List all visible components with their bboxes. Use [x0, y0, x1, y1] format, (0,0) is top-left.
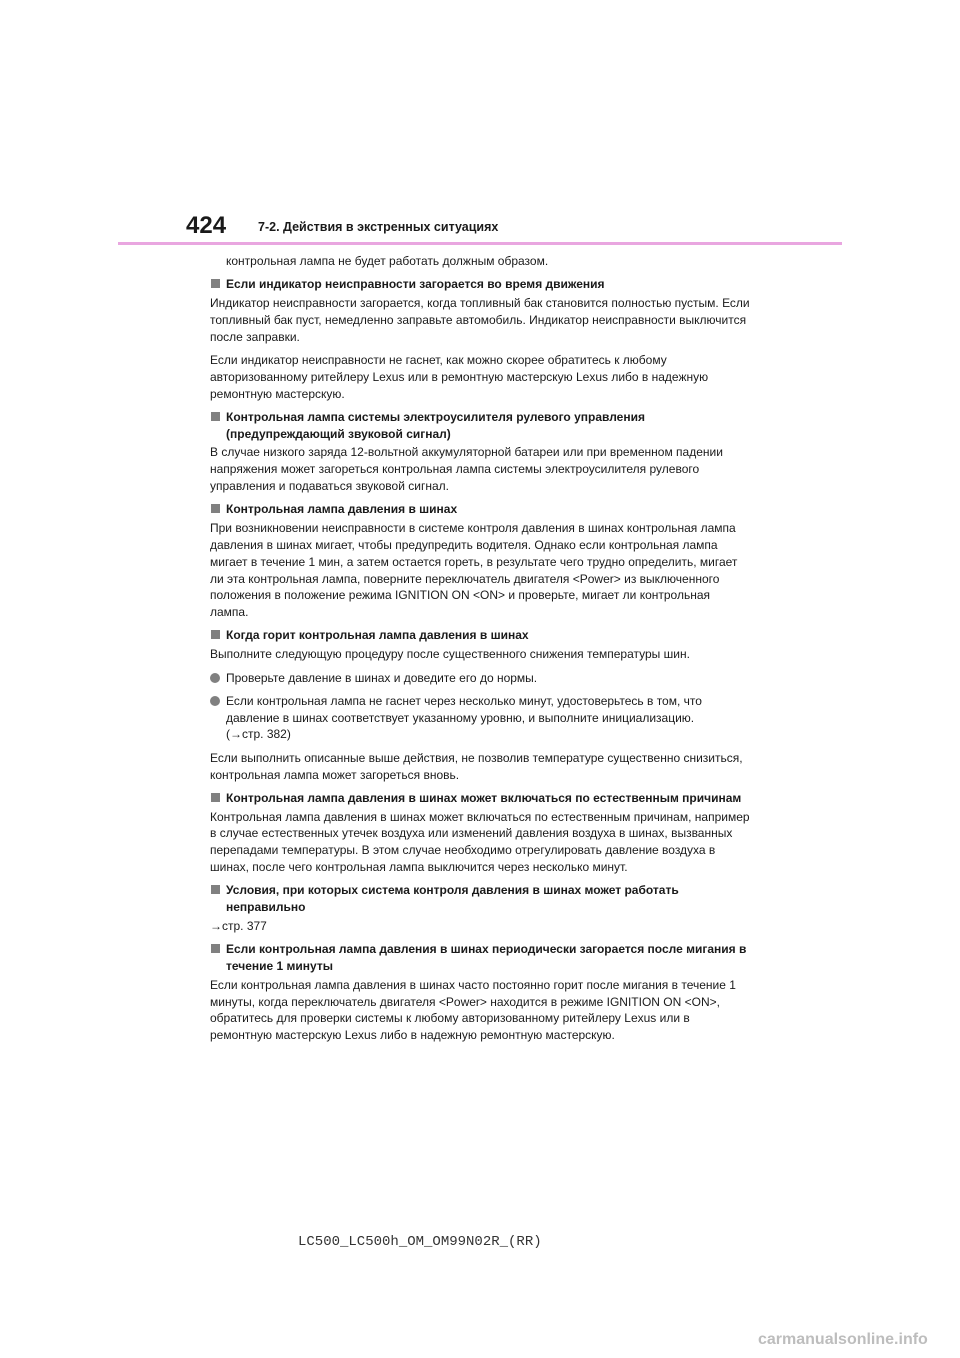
- page-content: [210, 253, 750, 1050]
- intro-paragraph: контрольная лампа не будет работать должным образом.: [226, 254, 549, 268]
- section-heading: [210, 882, 750, 916]
- section-title: 7-2. Действия в экстренных ситуациях: [258, 220, 499, 234]
- section-heading: [210, 409, 750, 443]
- watermark: carmanualsonline.info: [758, 1331, 928, 1348]
- section-heading: [210, 941, 750, 975]
- square-bullet-icon: [211, 793, 220, 802]
- section-heading: [210, 627, 750, 644]
- header-divider: [118, 242, 842, 245]
- paragraph: В случае низкого заряда 12-вольтной аккумуляторной батареи или при временном падении напряжения может загореться контрольная лампа системы электроусилителя рулевого управления и подаваться звуковой сигнал.: [210, 445, 723, 494]
- list-item-text: Проверьте давление в шинах и доведите его до нормы.: [226, 670, 538, 685]
- section-heading-text: Контрольная лампа системы электроусилителя рулевого управления (предупреждающий звуковой сигнал): [226, 409, 645, 441]
- page-reference: (→стр. 382): [226, 727, 291, 742]
- paragraph: При возникновении неисправности в системе контроля давления в шинах контрольная лампа давления в шинах мигает, чтобы предупредить водителя. Однако если контрольная лампа мигает в течение 1 мин, а затем остается гореть, в результате чего трудно определить, мигает ли эта контрольная лампа, поверните переключатель двигателя <Power> из выключенного положения в положение режима IGNITION ON <ON> и проверьте, мигает ли контрольная лампа.: [210, 521, 738, 620]
- paragraph: Контрольная лампа давления в шинах может включаться по естественным причинам, например в случае естественных утечек воздуха или изменений давления воздуха в шинах, вызванных перепадами температуры. В этом случае необходимо отрегулировать давление воздуха в шинах, после чего контрольная лампа выключится через несколько минут.: [210, 809, 750, 874]
- section-heading-text: Условия, при которых система контроля давления в шинах может работать неправильно: [226, 883, 679, 915]
- paragraph: Если контрольная лампа давления в шинах часто постоянно горит после мигания в течение 1 минуты, когда переключатель двигателя <Power> находится в режиме IGNITION ON <ON>, обратитесь для проверки системы к любому авторизованному ритейлеру Lexus или в ремонтную мастерскую Lexus либо в надежную ремонтную мастерскую.: [210, 977, 736, 1043]
- list-item: [210, 693, 750, 743]
- section-heading-text: Если контрольная лампа давления в шинах периодически загорается после мигания в течение 1 минуты: [226, 942, 747, 973]
- paragraph: Если выполнить описанные выше действия, не позволив температуре существенно снизиться, контрольная лампа может загореться вновь.: [210, 750, 743, 782]
- page-reference: →стр. 377: [210, 918, 267, 933]
- section-heading-text: Если индикатор неисправности загорается во время движения: [226, 277, 605, 292]
- square-bullet-icon: [211, 630, 220, 639]
- paragraph: Индикатор неисправности загорается, когда топливный бак становится полностью пустым. Если топливный бак пуст, немедленно заправьте автомобиль. Индикатор неисправности выключится после заправки.: [210, 296, 750, 344]
- square-bullet-icon: [211, 412, 220, 421]
- square-bullet-icon: [211, 504, 220, 513]
- square-bullet-icon: [211, 885, 220, 894]
- list-item: [210, 670, 750, 687]
- section-heading: [210, 790, 750, 807]
- section-heading: [210, 276, 750, 293]
- section-heading: [210, 501, 750, 518]
- section-heading-text: Когда горит контрольная лампа давления в шинах: [226, 628, 529, 643]
- square-bullet-icon: [211, 944, 220, 953]
- section-heading-text: Контрольная лампа давления в шинах может включаться по естественным причинам: [226, 790, 742, 805]
- paragraph: Выполните следующую процедуру после существенного снижения температуры шин.: [210, 647, 690, 662]
- round-bullet-icon: [210, 696, 220, 706]
- list-item-text: Если контрольная лампа не гаснет через несколько минут, удостоверьтесь в том, что давление в шинах соответствует указанному уровню, и выполните инициализацию.: [226, 693, 702, 725]
- page-number: 424: [186, 212, 227, 239]
- round-bullet-icon: [210, 673, 220, 683]
- paragraph: Если индикатор неисправности не гаснет, как можно скорее обратитесь к любому авторизованному ритейлеру Lexus или в ремонтную мастерскую Lexus либо в надежную ремонтную мастерскую.: [210, 352, 709, 401]
- square-bullet-icon: [211, 279, 220, 288]
- section-heading-text: Контрольная лампа давления в шинах: [226, 502, 458, 517]
- document-code: LC500_LC500h_OM_OM99N02R_(RR): [298, 1234, 542, 1250]
